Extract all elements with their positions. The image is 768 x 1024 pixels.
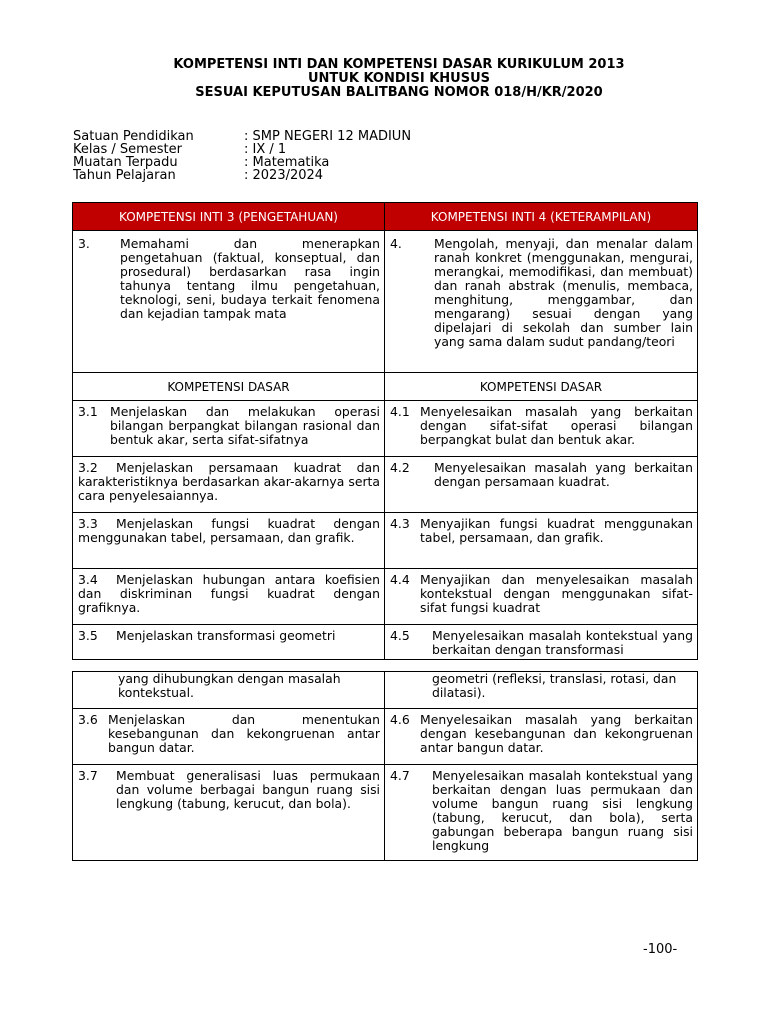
title-line-1: KOMPETENSI INTI DAN KOMPETENSI DASAR KURIKULUM 2013	[173, 57, 625, 72]
kd-3-4-text: Menjelaskan hubungan antara koefisien dan diskriminan fungsi kuadrat dengan grafiknya.	[78, 572, 380, 615]
kd-3-1-number: 3.1	[78, 404, 98, 419]
kd-4-6-cell	[384, 708, 698, 765]
kd-4-3-number: 4.3	[390, 516, 410, 531]
kd-3-5-continued-text: yang dihubungkan dengan masalah kontekstual.	[118, 671, 341, 700]
kd-3-4-number: 3.4	[78, 572, 98, 587]
ki3-cell	[72, 230, 385, 373]
kd-3-2-text: Menjelaskan persamaan kuadrat dan karakteristiknya berdasarkan akar-akarnya serta cara penyelesaiannya.	[78, 460, 380, 503]
kd-3-5-text: Menjelaskan transformasi geometri	[116, 628, 336, 643]
ki4-header: KOMPETENSI INTI 4 (KETERAMPILAN)	[384, 202, 698, 231]
kd-3-2-cell	[72, 456, 385, 513]
kd-4-2-text: Menyelesaikan masalah yang berkaitan dengan persamaan kuadrat.	[434, 460, 693, 489]
kd-4-5-continued-cell	[384, 671, 698, 709]
kd-4-4-cell	[384, 568, 698, 625]
kd-3-6-number: 3.6	[78, 712, 98, 727]
kd-4-4-number: 4.4	[390, 572, 410, 587]
info-value-kelas: : IX / 1	[244, 142, 287, 157]
title-line-3: SESUAI KEPUTUSAN BALITBANG NOMOR 018/H/KR/2020	[195, 85, 603, 100]
kd-3-3-text: Menjelaskan fungsi kuadrat dengan menggunakan tabel, persamaan, dan grafik.	[78, 516, 380, 545]
kd-3-3-number: 3.3	[78, 516, 98, 531]
title-line-2: UNTUK KONDISI KHUSUS	[307, 71, 491, 86]
kd-3-6-cell	[72, 708, 385, 765]
kd-3-7-number: 3.7	[78, 768, 98, 783]
info-value-muatan: : Matematika	[244, 155, 330, 170]
kd-header-left: KOMPETENSI DASAR	[72, 372, 385, 401]
kd-3-5-continued-cell	[72, 671, 385, 709]
kd-4-3-text: Menyajikan fungsi kuadrat menggunakan tabel, persamaan, dan grafik.	[420, 516, 693, 545]
kd-4-7-number: 4.7	[390, 768, 410, 783]
ki3-header: KOMPETENSI INTI 3 (PENGETAHUAN)	[72, 202, 385, 231]
kd-3-7-cell	[72, 764, 385, 861]
info-label-satuan: Satuan Pendidikan	[73, 129, 194, 144]
kd-3-1-text: Menjelaskan dan melakukan operasi bilangan berpangkat bilangan rasional dan bentuk akar, serta sifat-sifatnya	[110, 404, 380, 447]
ki4-text: Mengolah, menyaji, dan menalar dalam ranah konkret (menggunakan, mengurai, merangkai, memodifikasi, dan membuat) dan ranah abstrak (menulis, membaca, menghitung, menggambar, dan mengarang) sesuai dengan yang dipelajari di sekolah dan sumber lain yang sama dalam sudut pandang/teori	[434, 236, 693, 349]
info-label-tahun: Tahun Pelajaran	[73, 168, 176, 183]
kd-3-3-cell	[72, 512, 385, 569]
kd-4-6-number: 4.6	[390, 712, 410, 727]
kd-4-5-continued-text: geometri (refleksi, translasi, rotasi, dan dilatasi).	[432, 671, 677, 700]
kd-4-4-text: Menyajikan dan menyelesaikan masalah kontekstual dengan menggunakan sifat-sifat fungsi kuadrat	[420, 572, 693, 615]
kd-4-6-text: Menyelesaikan masalah yang berkaitan dengan kesebangunan dan kekongruenan antar bangun datar.	[420, 712, 693, 755]
ki3-text: Memahami dan menerapkan pengetahuan (faktual, konseptual, dan prosedural) berdasarkan rasa ingin tahunya tentang ilmu pengetahuan, teknologi, seni, budaya terkait fenomena dan kejadian tampak mata	[120, 236, 380, 321]
info-label-kelas: Kelas / Semester	[73, 142, 182, 157]
kd-3-7-text: Membuat generalisasi luas permukaan dan volume berbagai bangun ruang sisi lengkung (tabung, kerucut, dan bola).	[116, 768, 380, 811]
kd-4-3-cell	[384, 512, 698, 569]
kd-3-4-cell	[72, 568, 385, 625]
kd-header-right: KOMPETENSI DASAR	[384, 372, 698, 401]
kd-3-1-cell	[72, 400, 385, 457]
kd-4-2-cell	[384, 456, 698, 513]
kd-4-5-text: Menyelesaikan masalah kontekstual yang berkaitan dengan transformasi	[432, 628, 693, 657]
info-value-tahun: : 2023/2024	[244, 168, 324, 183]
kd-3-5-number: 3.5	[78, 628, 98, 643]
kd-4-7-cell	[384, 764, 698, 861]
info-value-satuan: : SMP NEGERI 12 MADIUN	[244, 129, 412, 144]
kd-4-2-number: 4.2	[390, 460, 410, 475]
ki4-cell	[384, 230, 698, 373]
page-number: -100-	[643, 942, 678, 957]
kd-3-6-text: Menjelaskan dan menentukan kesebangunan dan kekongruenan antar bangun datar.	[108, 712, 380, 755]
kd-4-1-cell	[384, 400, 698, 457]
kd-3-5-cell	[72, 624, 385, 660]
ki4-number: 4.	[390, 236, 402, 251]
kd-3-2-number: 3.2	[78, 460, 98, 475]
kd-4-5-number: 4.5	[390, 628, 410, 643]
ki3-number: 3.	[78, 236, 90, 251]
kd-4-5-cell	[384, 624, 698, 660]
kd-4-7-text: Menyelesaikan masalah kontekstual yang berkaitan dengan luas permukaan dan volume bangun ruang sisi lengkung (tabung, kerucut, dan bola), serta gabungan beberapa bangun ruang sisi lengkung	[432, 768, 693, 853]
kd-4-1-number: 4.1	[390, 404, 410, 419]
info-label-muatan: Muatan Terpadu	[73, 155, 178, 170]
kd-4-1-text: Menyelesaikan masalah yang berkaitan dengan sifat-sifat operasi bilangan berpangkat bulat dan bentuk akar.	[420, 404, 693, 447]
